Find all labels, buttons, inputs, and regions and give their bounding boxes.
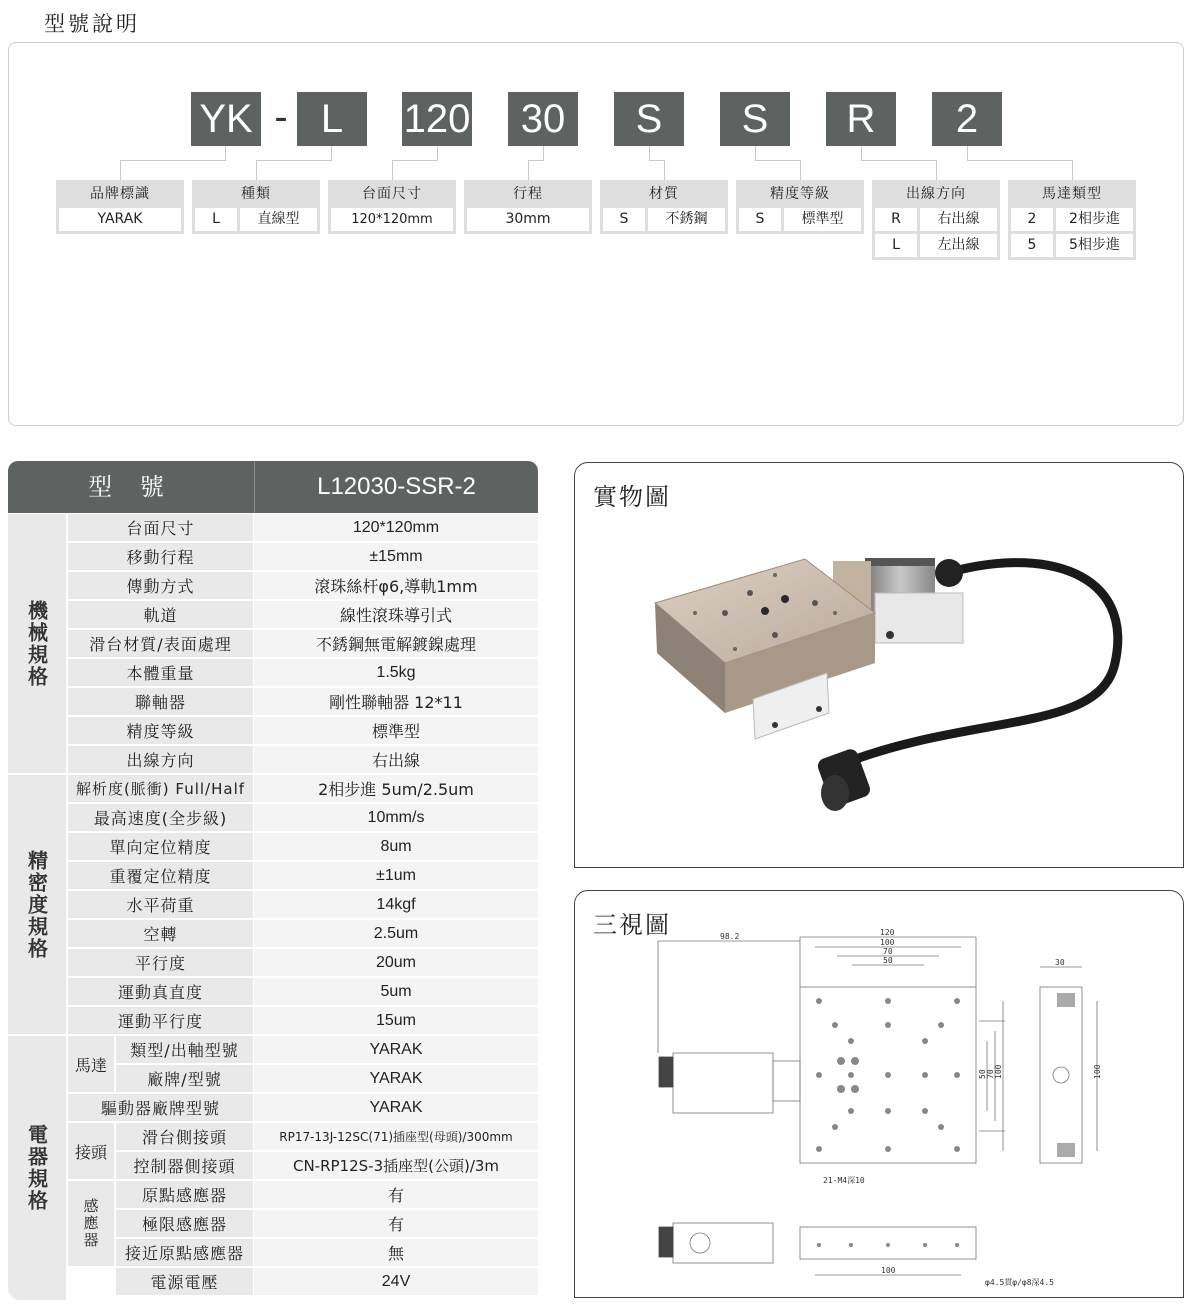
- dim-bottom-100: 100: [881, 1266, 896, 1275]
- row-value: 5um: [254, 978, 538, 1005]
- drawing-panel: [574, 890, 1184, 1298]
- row-value: 120*120mm: [254, 514, 538, 541]
- dim-holes: 21-M4深10: [823, 1176, 865, 1185]
- row-label: 滑台側接頭: [116, 1123, 253, 1150]
- photo-title: 實物圖: [593, 483, 671, 511]
- row-label: 最高速度(全步級): [68, 804, 253, 831]
- row-label: 極限感應器: [116, 1210, 253, 1237]
- row-label: 運動平行度: [68, 1007, 253, 1034]
- section-mechanical: 機械規格: [8, 514, 66, 773]
- row-label: 電源電壓: [116, 1268, 253, 1295]
- row-label: 解析度(脈衝) Full/Half: [68, 775, 253, 802]
- option-stroke: 行程 30mm: [464, 180, 592, 234]
- row-value: 不銹鋼無電解鍍鎳處理: [254, 630, 538, 657]
- product-photo: [575, 463, 1181, 865]
- row-label: 原點感應器: [116, 1181, 253, 1208]
- row-label: 單向定位精度: [68, 833, 253, 860]
- model-number: L12030-SSR-2: [317, 473, 476, 500]
- dim-98: 98.2: [720, 932, 740, 941]
- row-label: 精度等級: [68, 717, 253, 744]
- row-label: 滑台材質/表面處理: [68, 630, 253, 657]
- row-label: 重覆定位精度: [68, 862, 253, 889]
- code-motor: 2: [932, 92, 1002, 146]
- option-cable-direction: 出線方向 R 右出線 L 左出線: [872, 180, 1000, 260]
- code-kind: L: [297, 92, 367, 146]
- row-value: CN-RP12S-3插座型(公頭)/3m: [254, 1152, 538, 1179]
- row-label: 控制器側接頭: [116, 1152, 253, 1179]
- dim-70: 70: [883, 947, 893, 956]
- option-precision: 精度等級 S 標準型: [736, 180, 864, 234]
- row-value: 滾珠絲杆φ6,導軌1mm: [254, 572, 538, 599]
- code-size: 120: [402, 92, 472, 146]
- row-value: 有: [254, 1181, 538, 1208]
- row-value: 15um: [254, 1007, 538, 1034]
- code-material: S: [614, 92, 684, 146]
- row-label: 類型/出軸型號: [116, 1036, 253, 1063]
- row-label: 空轉: [68, 920, 253, 947]
- row-label: 平行度: [68, 949, 253, 976]
- option-table-size: 台面尺寸 120*120mm: [328, 180, 456, 234]
- dim-r70: 70: [986, 1069, 995, 1079]
- code-precision: S: [720, 92, 790, 146]
- row-value: 2相步進 5um/2.5um: [254, 775, 538, 802]
- row-label: 水平荷重: [68, 891, 253, 918]
- dim-50: 50: [883, 956, 893, 965]
- row-value: 8um: [254, 833, 538, 860]
- code-stroke: 30: [508, 92, 578, 146]
- row-value: 線性滾珠導引式: [254, 601, 538, 628]
- row-label: 運動真直度: [68, 978, 253, 1005]
- row-value: 剛性聯軸器 12*11: [254, 688, 538, 715]
- row-value: 有: [254, 1210, 538, 1237]
- dim-100: 100: [880, 938, 895, 947]
- row-value: 14kgf: [254, 891, 538, 918]
- option-brand-value: YARAK: [59, 208, 181, 231]
- row-label: 聯軸器: [68, 688, 253, 715]
- spec-table: [8, 461, 538, 1300]
- row-value: 1.5kg: [254, 659, 538, 686]
- dim-counterbore: φ4.5貫φ/φ8深4.5: [985, 1278, 1054, 1287]
- row-value: 10mm/s: [254, 804, 538, 831]
- dim-r100: 100: [994, 1064, 1003, 1079]
- row-value: RP17-13J-12SC(71)插座型(母頭)/300mm: [254, 1123, 538, 1150]
- row-value: YARAK: [254, 1036, 538, 1063]
- row-value: 右出線: [254, 746, 538, 773]
- dim-side-100: 100: [1093, 1064, 1102, 1079]
- code-dash: -: [274, 95, 288, 139]
- row-label: 接近原點感應器: [116, 1239, 253, 1266]
- row-label: 傳動方式: [68, 572, 253, 599]
- three-view-drawing: [575, 891, 1181, 1295]
- row-label: 出線方向: [68, 746, 253, 773]
- group-sensor: 感應器: [68, 1181, 114, 1266]
- code-brand: YK: [191, 92, 261, 146]
- row-label: 台面尺寸: [68, 514, 253, 541]
- dim-120: 120: [880, 928, 895, 937]
- code-cable: R: [826, 92, 896, 146]
- row-label: 移動行程: [68, 543, 253, 570]
- spec-header: 型 號 L12030-SSR-2: [8, 461, 538, 513]
- drawing-title: 三視圖: [593, 911, 671, 939]
- row-value: YARAK: [254, 1094, 538, 1121]
- row-value: ±15mm: [254, 543, 538, 570]
- row-label: 軌道: [68, 601, 253, 628]
- option-material: 材質 S 不銹鋼: [600, 180, 728, 234]
- option-brand: 品牌標識 YARAK: [56, 180, 184, 234]
- group-motor: 馬達: [68, 1036, 114, 1092]
- group-connector: 接頭: [68, 1123, 114, 1179]
- dim-30: 30: [1055, 958, 1065, 967]
- row-value: ±1um: [254, 862, 538, 889]
- row-value: YARAK: [254, 1065, 538, 1092]
- photo-panel: [574, 462, 1184, 868]
- row-value: 24V: [254, 1268, 538, 1295]
- row-value: 20um: [254, 949, 538, 976]
- row-label: 本體重量: [68, 659, 253, 686]
- row-value: 標準型: [254, 717, 538, 744]
- row-value: 2.5um: [254, 920, 538, 947]
- section-electrical: 電器規格: [8, 1036, 66, 1300]
- option-motor-type: 馬達類型 2 2相步進 5 5相步進: [1008, 180, 1136, 260]
- row-label: 廠牌/型號: [116, 1065, 253, 1092]
- row-label: 驅動器廠牌型號: [68, 1094, 253, 1121]
- dim-r50: 50: [978, 1069, 987, 1079]
- page-title: 型號說明: [44, 12, 140, 36]
- option-kind: 種類 L 直線型: [192, 180, 320, 234]
- row-value: 無: [254, 1239, 538, 1266]
- section-precision: 精密度規格: [8, 775, 66, 1034]
